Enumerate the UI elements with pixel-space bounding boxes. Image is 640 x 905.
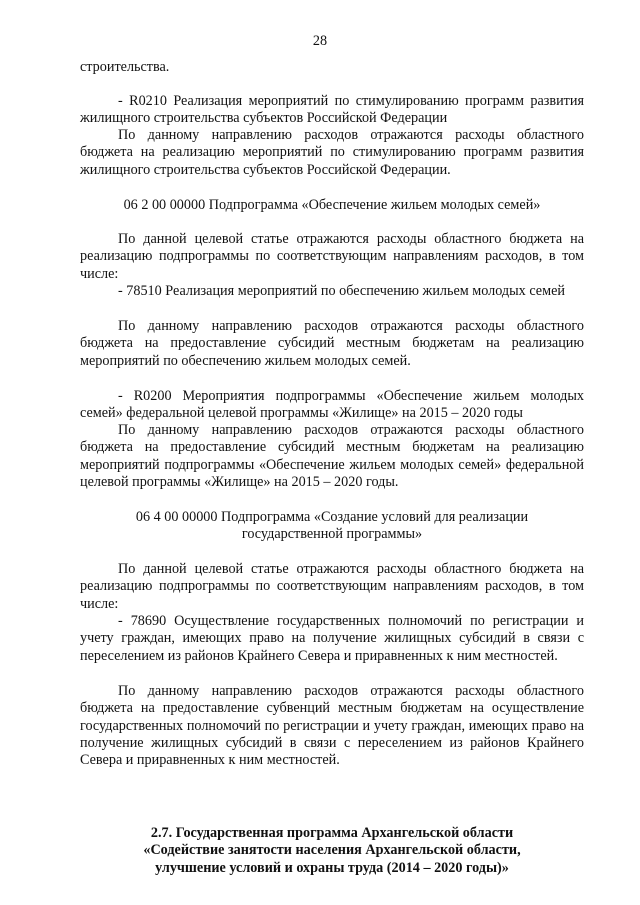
heading-subprogram-06-2: 06 2 00 00000 Подпрограмма «Обеспечение жильем молодых семей»: [123, 197, 541, 213]
paragraph-06-4-intro: По данной целевой статье отражаются расходы областного бюджета на реализацию подпрограммы по соответствующим направлениям расходов, в том числе:: [80, 561, 584, 612]
page-number: 28: [312, 33, 328, 49]
paragraph-06-2-intro: По данной целевой статье отражаются расходы областного бюджета на реализацию подпрограммы по соответствующим направлениям расходов, в том числе:: [80, 231, 584, 282]
item-r0200: - R0200 Мероприятия подпрограммы «Обеспечение жильем молодых семей» федеральной целевой программы «Жилище» на 2015 – 2020 годы: [80, 388, 584, 422]
paragraph-r0200-description: По данному направлению расходов отражаются расходы областного бюджета на предоставление субсидий местным бюджетам на реализацию мероприятий подпрограммы «Обеспечение жильем молодых семей» федеральной целевой программы «Жилище» на 2015 – 2020 годы.: [80, 422, 584, 490]
item-78690: - 78690 Осуществление государственных полномочий по регистрации и учету граждан, имеющих право на получение жилищных субсидий в связи с переселением из районов Крайнего Севера и приравненных к ним местностей.: [80, 613, 584, 664]
paragraph-continuation: строительства.: [80, 59, 170, 75]
paragraph-78510-description: По данному направлению расходов отражаются расходы областного бюджета на предоставление субсидий местным бюджетам на реализацию мероприятий по обеспечению жильем молодых семей.: [80, 318, 584, 369]
item-78510: - 78510 Реализация мероприятий по обеспечению жильем молодых семей: [118, 283, 565, 299]
heading-section-2-7: 2.7. Государственная программа Архангельской области «Содействие занятости населения Архангельской области, улучшение условий и охраны труда (2014 – 2020 годы)»: [143, 825, 521, 876]
item-r0210: - R0210 Реализация мероприятий по стимулированию программ развития жилищного строительства субъектов Российской Федерации: [80, 93, 584, 127]
paragraph-78690-description: По данному направлению расходов отражаются расходы областного бюджета на предоставление субвенций местным бюджетам на осуществление государственных полномочий по регистрации и учету граждан, имеющих право на получение жилищных субсидий в связи с переселением из районов Крайнего Севера и приравненных к ним местностей.: [80, 683, 584, 769]
paragraph-r0210-description: По данному направлению расходов отражаются расходы областного бюджета на реализацию мероприятий по стимулированию программ развития жилищного строительства субъектов Российской Федерации.: [80, 127, 584, 178]
heading-subprogram-06-4: 06 4 00 00000 Подпрограмма «Создание условий для реализации государственной программы»: [135, 509, 529, 543]
